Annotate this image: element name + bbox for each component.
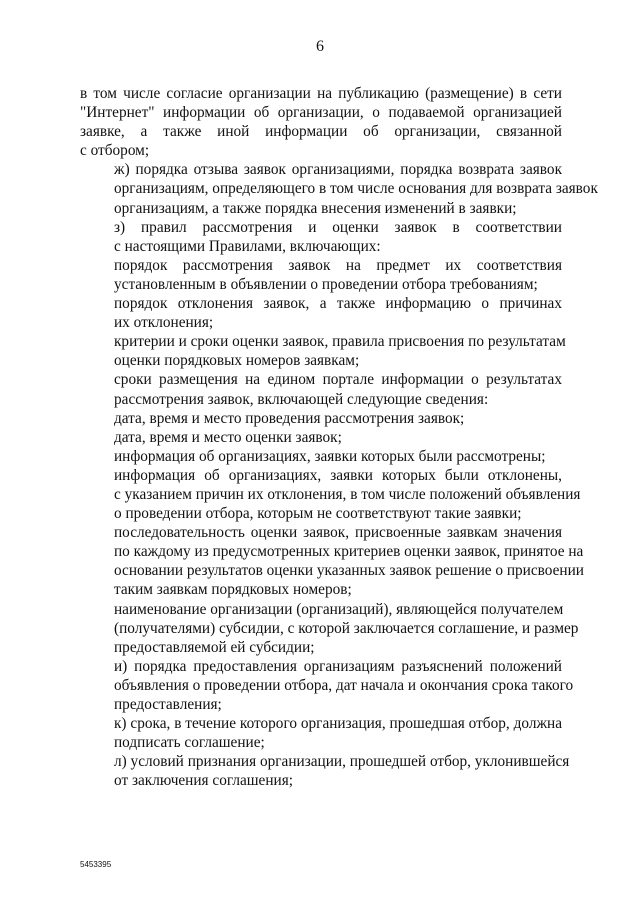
text-line: по каждому из предусмотренных критериев оценки заявок, принятое на xyxy=(114,543,584,561)
document-id: 5453395 xyxy=(80,860,112,869)
text-line: с указанием причин их отклонения, в том числе положений объявления xyxy=(114,485,581,503)
text-line: организациям, а также порядка внесения изменений в заявки; xyxy=(114,199,517,217)
text-line: и) порядка предоставления организациям разъяснений положений xyxy=(114,657,562,675)
text-line: заявке, а также иной информации об организации, связанной xyxy=(80,123,562,141)
text-line: критерии и сроки оценки заявок, правила присвоения по результатам xyxy=(114,333,566,351)
paragraph xyxy=(80,84,562,160)
paragraph xyxy=(80,657,574,714)
document-body xyxy=(80,84,598,790)
text-line: с отбором; xyxy=(80,142,150,160)
text-line: наименование организации (организаций), являющейся получателем xyxy=(114,600,564,618)
text-line: информация об организациях, заявки которых были рассмотрены; xyxy=(114,447,546,465)
text-line: информация об организациях, заявки которых были отклонены, xyxy=(114,466,562,484)
text-line: ж) порядка отзыва заявок организациями, порядка возврата заявок xyxy=(114,161,562,179)
text-line: объявления о проведении отбора, дат начала и окончания срока такого xyxy=(114,676,574,694)
text-line: порядок рассмотрения заявок на предмет их соответствия xyxy=(114,256,562,274)
paragraph xyxy=(80,370,562,408)
paragraph xyxy=(80,294,562,332)
text-line: з) правил рассмотрения и оценки заявок в соответствии xyxy=(114,218,562,236)
paragraph xyxy=(80,752,570,790)
paragraph xyxy=(80,600,579,657)
text-line: дата, время и место проведения рассмотрения заявок; xyxy=(114,409,465,427)
page-number: 6 xyxy=(316,38,324,55)
text-line: таким заявкам порядковых номеров; xyxy=(114,581,352,599)
text-line: предоставляемой ей субсидии; xyxy=(114,638,315,656)
text-line: дата, время и место оценки заявок; xyxy=(114,428,342,446)
text-line: порядок отклонения заявок, а также информацию о причинах xyxy=(114,295,562,313)
text-line: основании результатов оценки указанных заявок решение о присвоении xyxy=(114,562,584,580)
text-line: последовательность оценки заявок, присвоенные заявкам значения xyxy=(114,524,562,542)
paragraph xyxy=(80,447,562,466)
paragraph xyxy=(80,466,581,523)
text-line: предоставления; xyxy=(114,696,222,713)
paragraph xyxy=(80,332,566,370)
text-line: подписать соглашение; xyxy=(114,734,265,752)
text-line: л) условий признания организации, прошедшей отбор, уклонившейся xyxy=(114,753,570,771)
text-line: к) срока, в течение которого организация, прошедшая отбор, должна xyxy=(114,715,562,733)
paragraph xyxy=(80,256,562,294)
paragraph xyxy=(80,714,562,752)
text-line: установленным в объявлении о проведении отбора требованиям; xyxy=(114,275,538,293)
paragraph xyxy=(80,428,562,447)
text-line: в том числе согласие организации на публикацию (размещение) в сети xyxy=(80,85,562,102)
paragraph xyxy=(80,523,584,599)
text-line: с настоящими Правилами, включающих: xyxy=(114,237,381,255)
text-line: (получателями) субсидии, с которой заключается соглашение, и размер xyxy=(114,619,579,637)
text-line: рассмотрения заявок, включающей следующие сведения: xyxy=(114,390,489,408)
paragraph xyxy=(80,160,598,217)
text-line: оценки порядковых номеров заявкам; xyxy=(114,352,360,370)
text-line: о проведении отбора, которым не соответствуют такие заявки; xyxy=(114,505,522,523)
text-line: "Интернет" информации об организации, о подаваемой организацией xyxy=(80,104,562,122)
text-line: организациям, определяющего в том числе основания для возврата заявок xyxy=(114,180,598,198)
paragraph xyxy=(80,409,562,428)
text-line: их отклонения; xyxy=(114,314,214,332)
text-line: сроки размещения на едином портале информации о результатах xyxy=(114,371,562,389)
paragraph xyxy=(80,218,562,256)
text-line: от заключения соглашения; xyxy=(114,772,293,790)
